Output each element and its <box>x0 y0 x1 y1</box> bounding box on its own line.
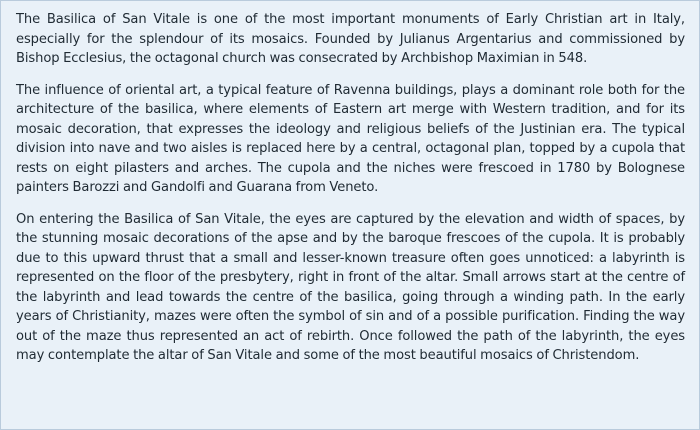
paragraph-intro: The Basilica of San Vitale is one of the most important monuments of Early Christian art in Italy, especially for the splendour of its mosaics. Founded by Julianus Argentarius and commissioned by Bishop Ecclesius, the octagonal church was consecrated by Archbishop Maximian in 548. <box>16 12 685 66</box>
paragraph-oriental-influence: The influence of oriental art, a typical feature of Ravenna buildings, plays a dominant role both for the architecture of the basilica, where elements of Eastern art merge with Western tradition, and for its mosaic decoration, that expresses the ideology and religious beliefs of the Justinian era. The typical division into nave and two aisles is replaced here by a central, octagonal plan, topped by a cupola that rests on eight pilasters and arches. The cupola and the niches were frescoed in 1780 by Bolognese painters Barozzi and Gandolfi and Guarana from Veneto. <box>16 82 685 195</box>
paragraph-labyrinth: On entering the Basilica of San Vitale, the eyes are captured by the elevation and width of spaces, by the stunning mosaic decorations of the apse and by the baroque frescoes of the cupola. It is probably due to this upward thrust that a small and lesser-known treasure often goes unnoticed: a labyrinth is represented on the floor of the presbytery, right in front of the altar. Small arrows start at the centre of the labyrinth and lead towards the centre of the basilica, going through a winding path. In the early years of Christianity, mazes were often the symbol of sin and of a possible purification. Finding the way out of the maze thus represented an act of rebirth. Once followed the path of the labyrinth, the eyes may contemplate the altar of San Vitale and some of the most beautiful mosaics of Christendom. <box>16 211 685 363</box>
